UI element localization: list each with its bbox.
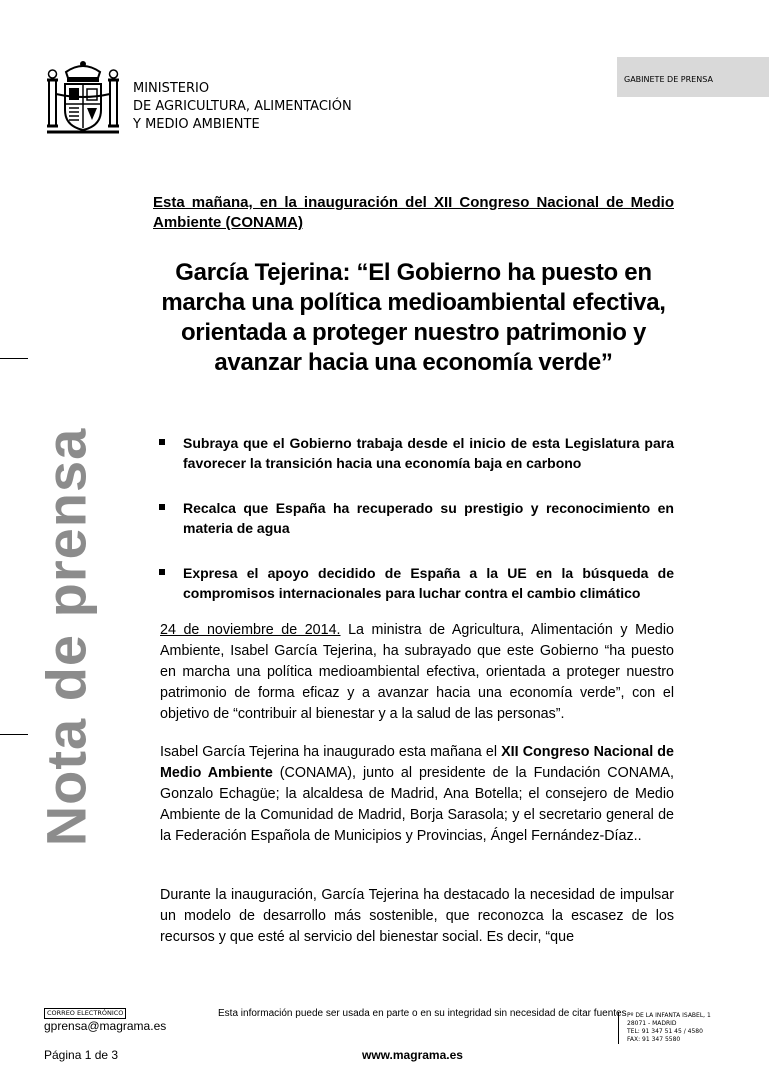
address-line: TEL: 91 347 51 45 / 4580	[627, 1028, 703, 1035]
bullet-list	[157, 433, 674, 628]
ministry-line: MINISTERIO	[133, 81, 210, 96]
list-item	[157, 563, 674, 603]
address-block	[618, 1012, 711, 1044]
bullet-square-icon	[159, 439, 165, 445]
email-label: CORREO ELECTRÓNICO	[44, 1008, 126, 1019]
coat-of-arms-icon	[44, 58, 122, 138]
bullet-text: Expresa el apoyo decidido de España a la UE en la búsqueda de compromisos internacionales para luchar contra el cambio climático	[183, 565, 674, 601]
bullet-text: Subraya que el Gobierno trabaja desde el inicio de esta Legislatura para favorecer la transición hacia una economía baja en carbono	[183, 435, 674, 471]
event-name: XII Congreso Nacional de Medio Ambiente	[160, 744, 674, 781]
bullet-text: Recalca que España ha recuperado su prestigio y reconocimiento en materia de agua	[183, 500, 674, 536]
subheading: Esta mañana, en la inauguración del XII Congreso Nacional de Medio Ambiente (CONAMA)	[153, 194, 674, 231]
margin-mark	[0, 734, 28, 735]
ministry-line: Y MEDIO AMBIENTE	[133, 117, 260, 132]
ministry-line: DE AGRICULTURA, ALIMENTACIÓN	[133, 99, 352, 114]
list-item	[157, 433, 674, 473]
headline: García Tejerina: “El Gobierno ha puesto en marcha una política medioambiental efectiva, orientada a proteger nuestro patrimonio y avanzar hacia una economía verde”	[161, 259, 666, 376]
bullet-square-icon	[159, 569, 165, 575]
date: 24 de noviembre de 2014.	[160, 622, 341, 638]
page-number: Página 1 de 3	[44, 1048, 119, 1062]
list-item	[157, 498, 674, 538]
margin-mark	[0, 358, 28, 359]
gabinete-label: GABINETE DE PRENSA	[617, 57, 769, 97]
address-line: Pº DE LA INFANTA ISABEL, 1	[627, 1012, 711, 1019]
paragraph	[160, 620, 674, 725]
paragraph-text: (CONAMA), junto al presidente de la Fundación CONAMA, Gonzalo Echagüe; la alcaldesa de Madrid, Ana Botella; el consejero de Medio Ambiente de la Comunidad de Madrid, Borja Sarasola; y el secretario general de la Federación Española de Municipios y Provincias, Ángel Fernández-Díaz..	[160, 765, 674, 844]
website-link[interactable]: www.magrama.es	[362, 1048, 463, 1062]
paragraph: Durante la inauguración, García Tejerina ha destacado la necesidad de impulsar un modelo de desarrollo más sostenible, que reconozca la escasez de los recursos y que esté al servicio del bienestar social. Es decir, “que	[160, 887, 674, 945]
vertical-title: Nota de prensa	[34, 427, 98, 847]
address-line: FAX: 91 347 5580	[627, 1036, 681, 1043]
ministry-name	[133, 80, 352, 134]
address-line: 28071 - MADRID	[627, 1020, 677, 1027]
paragraph	[160, 742, 674, 847]
paragraph-text: La ministra de Agricultura, Alimentación y Medio Ambiente, Isabel García Tejerina, ha subrayado que este Gobierno “ha puesto en marcha una política medioambiental efectiva, orientada a proteger nuestro patrimonio de forma eficaz y a avanzar hacia una economía verde”, con el objetivo de “contribuir al bienestar y a la salud de las personas”.	[160, 622, 675, 722]
bullet-square-icon	[159, 504, 165, 510]
paragraph-text: Isabel García Tejerina ha inaugurado esta mañana el	[160, 744, 502, 760]
email-link[interactable]: gprensa@magrama.es	[44, 1019, 167, 1033]
disclaimer: Esta información puede ser usada en parte o en su integridad sin necesidad de citar fuentes	[218, 1008, 627, 1019]
